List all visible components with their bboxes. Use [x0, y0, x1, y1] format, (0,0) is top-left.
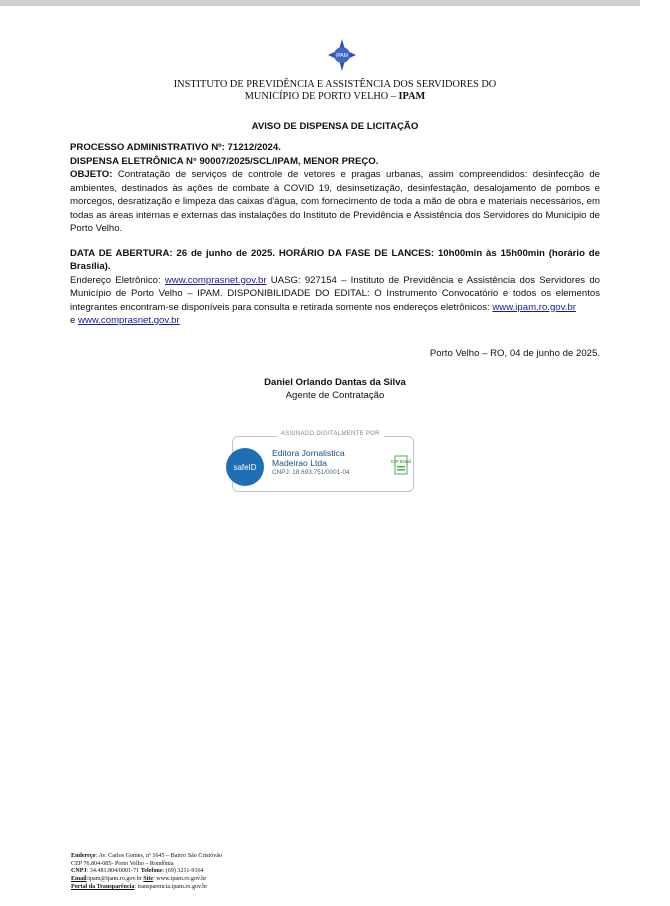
footer-contact [71, 853, 331, 892]
icp-text: ICP Brasil [391, 459, 411, 464]
ipam-logo [325, 38, 359, 72]
footer-email-site: Email:ipam@ipam.ro.gov.br Site: www.ipam.ro.gov.br [71, 876, 207, 883]
abertura-line: DATA DE ABERTURA: 26 de junho de 2025. HORÁRIO DA FASE DE LANCES: 10h00min às 15h00min (horário de Brasília). [70, 247, 600, 272]
notice-body [70, 141, 600, 328]
footer-cep: CEP 76.804-085- Porto Velho – Rondônia [71, 860, 174, 867]
signer-name: Daniel Orlando Dantas da Silva [264, 377, 406, 388]
footer-cnpj-phone: CNPJ: 34.481.804/0001-71 Telefone: (69) 3211-9164 [71, 868, 204, 875]
safeid-logo [225, 447, 265, 487]
comprasnet-link-2[interactable]: www.comprasnet.gov.br [78, 315, 180, 326]
stamp-header: ASSINADO DIGITALMENTE POR [277, 431, 384, 437]
stamp-cnpj: CNPJ: 18.693.751/0001-04 [272, 469, 350, 476]
notice-title: AVISO DE DISPENSA DE LICITAÇÃO [251, 121, 419, 132]
footer-portal: Portal da Transparência: transparencia.ipam.ro.gov.br [71, 883, 208, 890]
top-scan-bar [0, 0, 640, 6]
comprasnet-link[interactable]: www.comprasnet.gov.br [164, 274, 267, 286]
closing-date: Porto Velho – RO, 04 de junho de 2025. [429, 348, 600, 359]
signature-block [0, 376, 670, 402]
dispensa-line: DISPENSA ELETRÔNICA N° 90007/2025/SCL/IPAM, MENOR PREÇO. [70, 155, 379, 167]
endereco-paragraph: Endereço Eletrônico: www.comprasnet.gov.br UASG: 927154 – Instituto de Previdência e Assistência dos Servidores do Município de Porto Velho – IPAM. DISPONIBILIDADE DO EDITAL: O Instrumento Convocatório e todos os elementos integrantes encontram-se disponíveis para consulta e retirada somente nos endereços eletrônicos: www.ipam.ro.gov.br e www.comprasnet.gov.br [70, 274, 600, 326]
institution-line1: INSTITUTO DE PREVIDÊNCIA E ASSISTÊNCIA DOS SERVIDORES DO [173, 79, 497, 90]
ipam-link[interactable]: www.ipam.ro.gov.br [492, 301, 576, 313]
institution-name [150, 79, 520, 103]
digital-signature-stamp [232, 431, 414, 492]
safeid-text: safeID [233, 463, 257, 472]
stamp-company: Editora Jornalistica Madeirao Ltda [272, 448, 345, 468]
icp-brasil-icon [391, 455, 411, 475]
institution-line2: MUNICÍPIO DE PORTO VELHO – IPAM [244, 91, 426, 102]
footer-address: Endereço: Av. Carlos Gomes, nº 1645 – Bairro São Cristóvão [71, 853, 223, 859]
signer-role: Agente de Contratação [285, 390, 385, 401]
objeto-paragraph: OBJETO: Contratação de serviços de controle de vetores e pragas urbanas, assim compreendidos: desinfecção de ambientes, destinados às ações de combate à COVID 19, desinsetização, desinfestação, desalojamento de pombos e morcegos, desratização e limpeza das caixas d'água, com fornecimento de toda a mão de obra e materiais necessários, em todas as áreas internas e externas das instalações do Instituto de Previdência e Assistência dos Servidores do Município de Porto Velho. [70, 169, 600, 234]
logo-text: IPAM [336, 53, 348, 59]
processo-line: PROCESSO ADMINISTRATIVO Nº: 71212/2024. [70, 142, 281, 153]
